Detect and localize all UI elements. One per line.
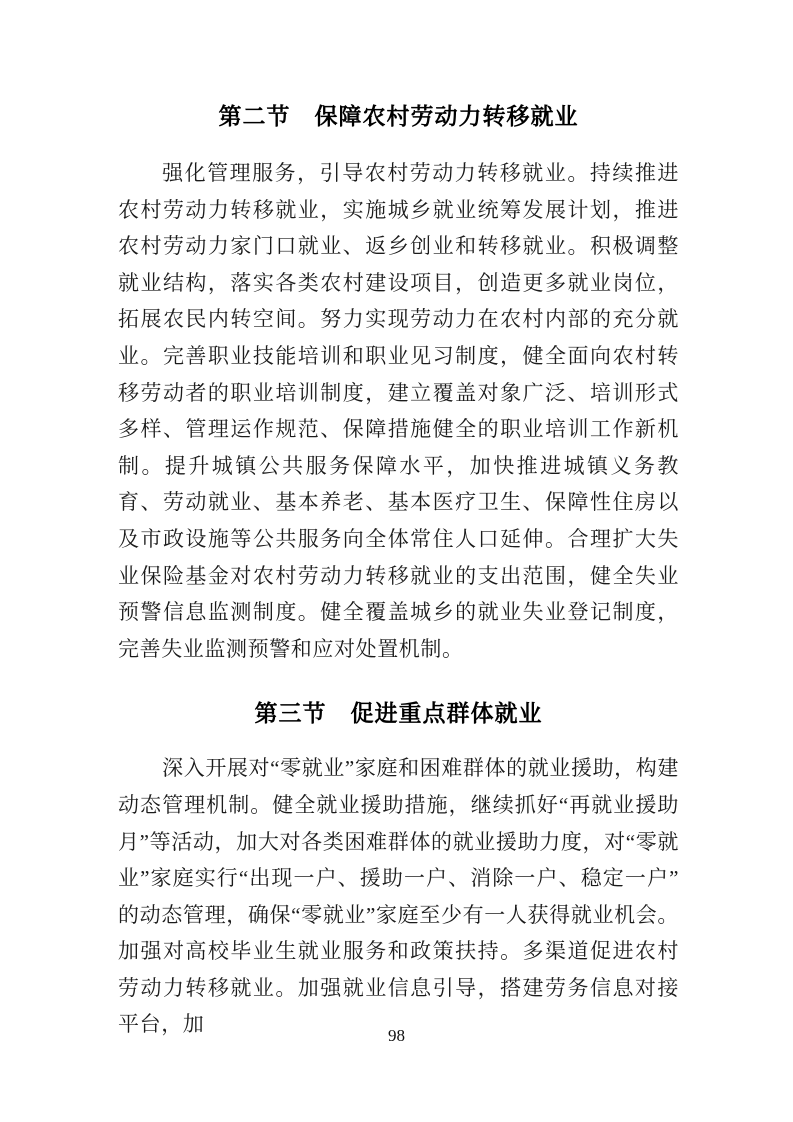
page-number: 98 [388,1026,405,1045]
document-content [118,101,679,1043]
section-heading-2: 第二节 保障农村劳动力转移就业 [218,103,579,129]
section-heading-3: 第三节 促进重点群体就业 [254,700,543,727]
section-3-paragraph: 深入开展对“零就业”家庭和困难群体的就业援助，构建动态管理机制。健全就业援助措施，继续抓好“再就业援助月”等活动，加大对各类困难群体的就业援助力度，对“零就业”家庭实行“出现一户、援助一户、消除一户、稳定一户”的动态管理，确保“零就业”家庭至少有一人获得就业机会。加强对高校毕业生就业服务和政策扶持。多渠道促进农村劳动力转移就业。加强就业信息引导，搭建劳务信息对接平台，加 [118,756,679,1037]
section-2-paragraph: 强化管理服务，引导农村劳动力转移就业。持续推进农村劳动力转移就业，实施城乡就业统筹发展计划，推进农村劳动力家门口就业、返乡创业和转移就业。积极调整就业结构，落实各类农村建设项目，创造更多就业岗位，拓展农民内转空间。努力实现劳动力在农村内部的充分就业。完善职业技能培训和职业见习制度，健全面向农村转移劳动者的职业培训制度，建立覆盖对象广泛、培训形式多样、管理运作规范、保障措施健全的职业培训工作新机制。提升城镇公共服务保障水平，加快推进城镇义务教育、劳动就业、基本养老、基本医疗卫生、保障性住房以及市政设施等公共服务向全体常住人口延伸。合理扩大失业保险基金对农村劳动力转移就业的支出范围，健全失业预警信息监测制度。健全覆盖城乡的就业失业登记制度，完善失业监测预警和应对处置机制。 [118,161,679,661]
